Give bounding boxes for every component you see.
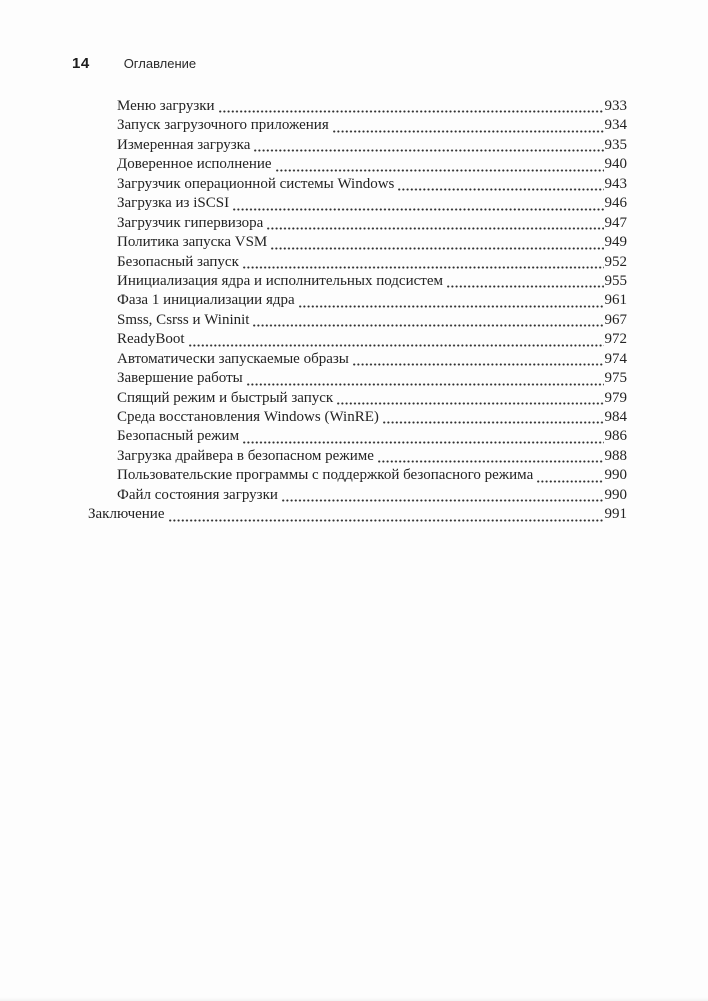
toc-entry-title: Пользовательские программы с поддержкой безопасного режима bbox=[117, 467, 534, 484]
dot-leader bbox=[353, 363, 604, 366]
toc-row bbox=[88, 486, 627, 505]
toc-entry-page: 990 bbox=[604, 467, 627, 484]
toc-entry-page: 940 bbox=[604, 156, 627, 173]
dot-leader bbox=[398, 188, 603, 191]
dot-leader bbox=[378, 460, 604, 463]
toc-entry-page: 955 bbox=[604, 272, 627, 289]
toc-row bbox=[88, 408, 627, 427]
toc-entry-page: 979 bbox=[604, 389, 627, 406]
toc-entry-title: Безопасный запуск bbox=[117, 253, 239, 270]
toc-entry-title: Автоматически запускаемые образы bbox=[117, 350, 349, 367]
toc-entry-page: 988 bbox=[604, 447, 627, 464]
toc-entry-title: Безопасный режим bbox=[117, 428, 240, 445]
dot-leader bbox=[333, 130, 604, 133]
toc-row bbox=[88, 369, 627, 388]
toc-entry-page: 943 bbox=[604, 175, 627, 192]
toc-entry-title: ReadyBoot bbox=[117, 331, 185, 348]
toc-row bbox=[88, 116, 627, 135]
dot-leader bbox=[243, 441, 603, 444]
dot-leader bbox=[537, 480, 603, 483]
dot-leader bbox=[243, 266, 604, 269]
toc-entry-page: 933 bbox=[604, 98, 627, 114]
toc-entry-title: Меню загрузки bbox=[117, 98, 215, 114]
dot-leader bbox=[189, 344, 604, 347]
toc-entry-title: Спящий режим и быстрый запуск bbox=[117, 389, 334, 406]
toc-entry-title: Среда восстановления Windows (WinRE) bbox=[117, 409, 379, 425]
toc-entry-page: 975 bbox=[604, 370, 627, 387]
running-header-title: Оглавление bbox=[123, 56, 197, 71]
dot-leader bbox=[253, 324, 603, 327]
toc-entry-page: 949 bbox=[604, 234, 627, 251]
toc-entry-page: 952 bbox=[604, 253, 627, 270]
toc-row bbox=[88, 194, 627, 213]
dot-leader bbox=[337, 402, 603, 405]
dot-leader bbox=[299, 305, 604, 308]
toc-entry-page: 934 bbox=[604, 117, 627, 134]
toc-entry-page: 946 bbox=[604, 195, 627, 212]
toc-entry-title: Загрузка драйвера в безопасном режиме bbox=[117, 447, 374, 464]
dot-leader bbox=[276, 169, 604, 172]
toc-entry-page: 961 bbox=[604, 292, 627, 309]
toc-row bbox=[88, 389, 627, 408]
toc-row bbox=[88, 447, 627, 466]
toc-entry-title: Инициализация ядра и исполнительных подсистем bbox=[117, 272, 443, 289]
dot-leader bbox=[267, 227, 603, 230]
toc-entry-title: Загрузчик гипервизора bbox=[117, 214, 264, 231]
toc-row bbox=[88, 427, 627, 446]
toc-entry-title: Фаза 1 инициализации ядра bbox=[117, 292, 295, 309]
toc-row bbox=[88, 311, 627, 330]
dot-leader bbox=[383, 421, 604, 424]
dot-leader bbox=[447, 285, 604, 288]
toc-entry-page: 967 bbox=[604, 311, 627, 328]
toc-entry-page: 991 bbox=[604, 506, 627, 523]
toc-entry-title: Запуск загрузочного приложения bbox=[117, 117, 329, 134]
toc-row bbox=[88, 505, 627, 524]
dot-leader bbox=[233, 208, 603, 211]
dot-leader bbox=[254, 149, 603, 152]
toc-entry-title: Загрузчик операционной системы Windows bbox=[117, 175, 395, 192]
toc-row bbox=[88, 291, 627, 310]
toc-entry-page: 990 bbox=[604, 486, 627, 503]
toc-row bbox=[88, 272, 627, 291]
toc-entry-page: 984 bbox=[604, 409, 627, 425]
toc-entry-page: 974 bbox=[604, 350, 627, 367]
toc-entry-title: Политика запуска VSM bbox=[117, 234, 268, 251]
page-number: 14 bbox=[72, 55, 90, 72]
toc-row bbox=[88, 136, 627, 155]
toc-row bbox=[88, 155, 627, 174]
toc-entry-page: 935 bbox=[604, 136, 627, 153]
page-header bbox=[72, 55, 196, 72]
toc-row bbox=[88, 330, 627, 349]
toc-list bbox=[88, 97, 627, 525]
toc-entry-title: Smss, Csrss и Wininit bbox=[117, 311, 250, 328]
dot-leader bbox=[219, 110, 604, 113]
toc-row bbox=[88, 466, 627, 485]
toc-row bbox=[88, 233, 627, 252]
toc-row bbox=[88, 214, 627, 233]
toc-entry-title: Измеренная загрузка bbox=[117, 136, 251, 153]
toc-entry-title: Заключение bbox=[88, 506, 165, 523]
dot-leader bbox=[271, 247, 603, 250]
toc-entry-page: 972 bbox=[604, 331, 627, 348]
toc-row bbox=[88, 97, 627, 116]
dot-leader bbox=[282, 499, 604, 502]
toc-entry-title: Завершение работы bbox=[117, 370, 243, 387]
toc-row bbox=[88, 253, 627, 272]
toc-entry-title: Доверенное исполнение bbox=[117, 156, 272, 173]
toc-row bbox=[88, 350, 627, 369]
dot-leader bbox=[247, 383, 604, 386]
toc-entry-title: Загрузка из iSCSI bbox=[117, 195, 230, 212]
toc-entry-page: 986 bbox=[604, 428, 627, 445]
dot-leader bbox=[169, 519, 604, 522]
toc-entry-title: Файл состояния загрузки bbox=[117, 486, 278, 503]
toc-entry-page: 947 bbox=[604, 214, 627, 231]
toc-row bbox=[88, 175, 627, 194]
